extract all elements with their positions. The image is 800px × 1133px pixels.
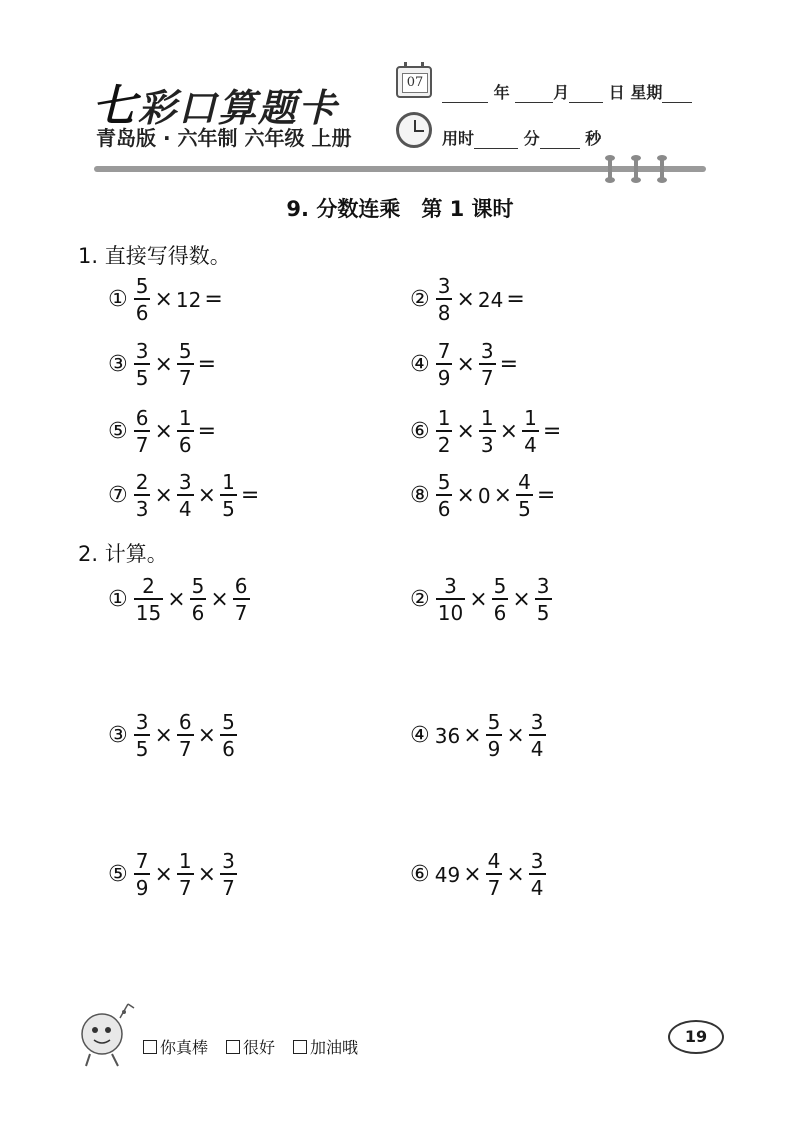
equals-sign: = bbox=[197, 419, 217, 444]
numerator: 3 bbox=[135, 339, 149, 363]
numerator: 1 bbox=[178, 406, 192, 430]
checkbox[interactable] bbox=[293, 1040, 307, 1054]
problem bbox=[410, 472, 557, 519]
fraction bbox=[529, 851, 546, 898]
numerator: 6 bbox=[178, 710, 192, 734]
day-blank[interactable] bbox=[569, 87, 603, 103]
fraction bbox=[516, 472, 533, 519]
problem bbox=[410, 712, 548, 759]
rating-label: 加油哦 bbox=[310, 1038, 359, 1057]
fraction bbox=[177, 408, 194, 455]
times-sign: × bbox=[154, 862, 173, 887]
fraction bbox=[134, 576, 163, 623]
times-sign: × bbox=[456, 483, 475, 508]
binder-ring-icon bbox=[634, 158, 638, 180]
fraction bbox=[486, 851, 503, 898]
times-sign: × bbox=[197, 483, 217, 508]
denominator: 5 bbox=[516, 494, 533, 519]
denominator: 5 bbox=[535, 598, 552, 623]
fraction bbox=[134, 276, 151, 323]
fraction bbox=[436, 341, 453, 388]
problem-number: ⑤ bbox=[108, 862, 128, 887]
numerator: 5 bbox=[222, 710, 235, 734]
problem-number: ① bbox=[108, 587, 128, 612]
fraction bbox=[190, 576, 207, 623]
denominator: 7 bbox=[486, 873, 503, 898]
problem-number: ⑧ bbox=[410, 483, 430, 508]
checkbox[interactable] bbox=[226, 1040, 240, 1054]
fraction bbox=[436, 276, 453, 323]
fraction bbox=[436, 472, 453, 519]
denominator: 5 bbox=[134, 363, 151, 388]
fraction bbox=[134, 472, 151, 519]
section2-heading: 2. 计算。 bbox=[78, 542, 168, 566]
numerator: 3 bbox=[222, 849, 235, 873]
times-sign: × bbox=[210, 587, 229, 612]
times-sign: × bbox=[197, 862, 217, 887]
times-sign: × bbox=[463, 862, 482, 887]
fraction bbox=[220, 851, 237, 898]
problem-number: ④ bbox=[410, 723, 430, 748]
numerator: 3 bbox=[530, 710, 544, 734]
numerator: 5 bbox=[135, 274, 149, 298]
fraction bbox=[220, 472, 237, 519]
brand-logo-char: 七 bbox=[92, 81, 138, 132]
equals-sign: = bbox=[506, 287, 525, 312]
problem-number: ④ bbox=[410, 352, 430, 377]
times-sign: × bbox=[499, 419, 519, 444]
whole-number: 24 bbox=[477, 287, 504, 312]
header-divider bbox=[94, 166, 706, 172]
calendar-icon bbox=[396, 66, 432, 98]
times-sign: × bbox=[512, 587, 531, 612]
month-blank[interactable] bbox=[515, 87, 553, 103]
denominator: 9 bbox=[134, 873, 151, 898]
fraction bbox=[529, 712, 546, 759]
denominator: 3 bbox=[134, 494, 151, 519]
problem-number: ③ bbox=[108, 352, 128, 377]
year-blank[interactable] bbox=[442, 87, 488, 103]
problem bbox=[108, 472, 261, 519]
problem bbox=[410, 851, 548, 898]
numerator: 6 bbox=[135, 406, 149, 430]
times-sign: × bbox=[456, 352, 475, 377]
numerator: 6 bbox=[234, 574, 248, 598]
denominator: 7 bbox=[134, 430, 151, 455]
times-sign: × bbox=[456, 287, 475, 312]
problem-number: ② bbox=[410, 587, 430, 612]
fraction bbox=[177, 472, 194, 519]
fraction bbox=[522, 408, 539, 455]
whole-number: 12 bbox=[175, 287, 202, 312]
problem bbox=[108, 712, 239, 759]
times-sign: × bbox=[197, 723, 217, 748]
fraction bbox=[134, 851, 151, 898]
denominator: 7 bbox=[479, 363, 496, 388]
numerator: 1 bbox=[178, 849, 192, 873]
denominator: 9 bbox=[436, 363, 453, 388]
denominator: 6 bbox=[492, 598, 509, 623]
numerator: 3 bbox=[480, 339, 494, 363]
denominator: 7 bbox=[177, 363, 194, 388]
rating-option-great[interactable] bbox=[143, 1035, 208, 1058]
fraction bbox=[177, 851, 194, 898]
numerator: 7 bbox=[437, 339, 451, 363]
denominator: 4 bbox=[522, 430, 539, 455]
numerator: 5 bbox=[437, 470, 451, 494]
fraction bbox=[134, 408, 151, 455]
denominator: 7 bbox=[233, 598, 250, 623]
day-label: 日 bbox=[608, 83, 625, 102]
problem-number: ⑥ bbox=[410, 862, 430, 887]
denominator: 7 bbox=[220, 873, 237, 898]
fraction bbox=[134, 341, 151, 388]
numerator: 1 bbox=[524, 406, 537, 430]
times-sign: × bbox=[154, 287, 173, 312]
minute-blank[interactable] bbox=[474, 133, 518, 149]
equals-sign: = bbox=[240, 483, 260, 508]
binder-ring-icon bbox=[660, 158, 664, 180]
problem bbox=[108, 408, 218, 455]
denominator: 5 bbox=[134, 734, 151, 759]
numerator: 5 bbox=[487, 710, 501, 734]
problem-number: ③ bbox=[108, 723, 128, 748]
rating-option-keep-going[interactable] bbox=[293, 1035, 358, 1058]
time-fill-line bbox=[442, 126, 601, 149]
numerator: 3 bbox=[178, 470, 192, 494]
equals-sign: = bbox=[536, 483, 556, 508]
denominator: 4 bbox=[177, 494, 194, 519]
whole-number: 36 bbox=[434, 723, 461, 748]
page-number: 19 bbox=[668, 1020, 724, 1054]
problem-number: ⑤ bbox=[108, 419, 128, 444]
denominator: 6 bbox=[177, 430, 194, 455]
denominator: 10 bbox=[436, 598, 465, 623]
problem-number: ② bbox=[410, 287, 430, 312]
times-sign: × bbox=[469, 587, 488, 612]
denominator: 6 bbox=[220, 734, 237, 759]
fraction bbox=[177, 341, 194, 388]
rating-option-good[interactable] bbox=[226, 1035, 275, 1058]
numerator: 5 bbox=[178, 339, 192, 363]
times-sign: × bbox=[506, 862, 525, 887]
problem bbox=[108, 576, 252, 623]
times-sign: × bbox=[154, 352, 173, 377]
fraction bbox=[436, 576, 465, 623]
fraction bbox=[479, 341, 496, 388]
problem-number: ⑦ bbox=[108, 483, 128, 508]
time-label: 用时 bbox=[442, 129, 475, 148]
problem bbox=[108, 341, 218, 388]
times-sign: × bbox=[463, 723, 482, 748]
numerator: 1 bbox=[437, 406, 451, 430]
denominator: 3 bbox=[479, 430, 496, 455]
rating-label: 你真棒 bbox=[160, 1038, 209, 1057]
minute-label: 分 bbox=[523, 129, 540, 148]
numerator: 4 bbox=[518, 470, 531, 494]
denominator: 9 bbox=[486, 734, 503, 759]
lesson-title: 9. 分数连乘 第 1 课时 bbox=[286, 197, 514, 221]
times-sign: × bbox=[154, 483, 173, 508]
clock-icon bbox=[396, 112, 432, 148]
calendar-number: 07 bbox=[402, 73, 428, 93]
section1-heading: 1. 直接写得数。 bbox=[78, 244, 231, 268]
whole-number: 0 bbox=[477, 483, 491, 508]
problem-number: ① bbox=[108, 287, 128, 312]
numerator: 5 bbox=[493, 574, 507, 598]
equals-sign: = bbox=[197, 352, 217, 377]
problem bbox=[410, 276, 527, 323]
denominator: 7 bbox=[177, 873, 194, 898]
times-sign: × bbox=[154, 723, 173, 748]
fraction bbox=[134, 712, 151, 759]
denominator: 15 bbox=[134, 598, 163, 623]
equals-sign: = bbox=[542, 419, 562, 444]
equals-sign: = bbox=[499, 352, 519, 377]
problem bbox=[410, 576, 554, 623]
mascot-icon bbox=[72, 998, 138, 1068]
fraction bbox=[436, 408, 453, 455]
second-blank[interactable] bbox=[540, 133, 580, 149]
numerator: 3 bbox=[135, 710, 149, 734]
brand-title-text: 彩口算题卡 bbox=[138, 86, 339, 130]
fraction bbox=[486, 712, 503, 759]
fraction bbox=[535, 576, 552, 623]
times-sign: × bbox=[154, 419, 173, 444]
checkbox[interactable] bbox=[143, 1040, 157, 1054]
numerator: 4 bbox=[487, 849, 501, 873]
times-sign: × bbox=[493, 483, 513, 508]
edition-label: 青岛版 · 六年制 六年级 上册 bbox=[96, 126, 352, 150]
denominator: 6 bbox=[134, 298, 151, 323]
times-sign: × bbox=[506, 723, 525, 748]
binder-ring-icon bbox=[608, 158, 612, 180]
numerator: 3 bbox=[437, 274, 451, 298]
numerator: 1 bbox=[480, 406, 494, 430]
times-sign: × bbox=[456, 419, 475, 444]
weekday-blank[interactable] bbox=[662, 87, 692, 103]
month-label: 月 bbox=[553, 83, 570, 102]
numerator: 2 bbox=[135, 470, 149, 494]
problem bbox=[410, 408, 563, 455]
rating-label: 很好 bbox=[243, 1038, 276, 1057]
numerator: 1 bbox=[222, 470, 235, 494]
problem bbox=[410, 341, 520, 388]
denominator: 7 bbox=[177, 734, 194, 759]
rating-options bbox=[143, 1035, 358, 1058]
times-sign: × bbox=[167, 587, 186, 612]
denominator: 5 bbox=[220, 494, 237, 519]
denominator: 6 bbox=[190, 598, 207, 623]
fraction bbox=[233, 576, 250, 623]
numerator: 3 bbox=[530, 849, 544, 873]
fraction bbox=[479, 408, 496, 455]
second-label: 秒 bbox=[585, 129, 602, 148]
denominator: 6 bbox=[436, 494, 453, 519]
date-fill-line bbox=[442, 80, 692, 103]
denominator: 2 bbox=[436, 430, 453, 455]
year-label: 年 bbox=[493, 83, 510, 102]
numerator: 3 bbox=[444, 574, 457, 598]
problem-number: ⑥ bbox=[410, 419, 430, 444]
problem bbox=[108, 276, 225, 323]
denominator: 4 bbox=[529, 734, 546, 759]
problem bbox=[108, 851, 239, 898]
numerator: 7 bbox=[135, 849, 149, 873]
numerator: 2 bbox=[142, 574, 155, 598]
whole-number: 49 bbox=[434, 862, 461, 887]
fraction bbox=[492, 576, 509, 623]
denominator: 4 bbox=[529, 873, 546, 898]
denominator: 8 bbox=[436, 298, 453, 323]
equals-sign: = bbox=[204, 287, 223, 312]
weekday-label: 星期 bbox=[630, 83, 663, 102]
numerator: 5 bbox=[191, 574, 205, 598]
fraction bbox=[220, 712, 237, 759]
numerator: 3 bbox=[536, 574, 550, 598]
fraction bbox=[177, 712, 194, 759]
